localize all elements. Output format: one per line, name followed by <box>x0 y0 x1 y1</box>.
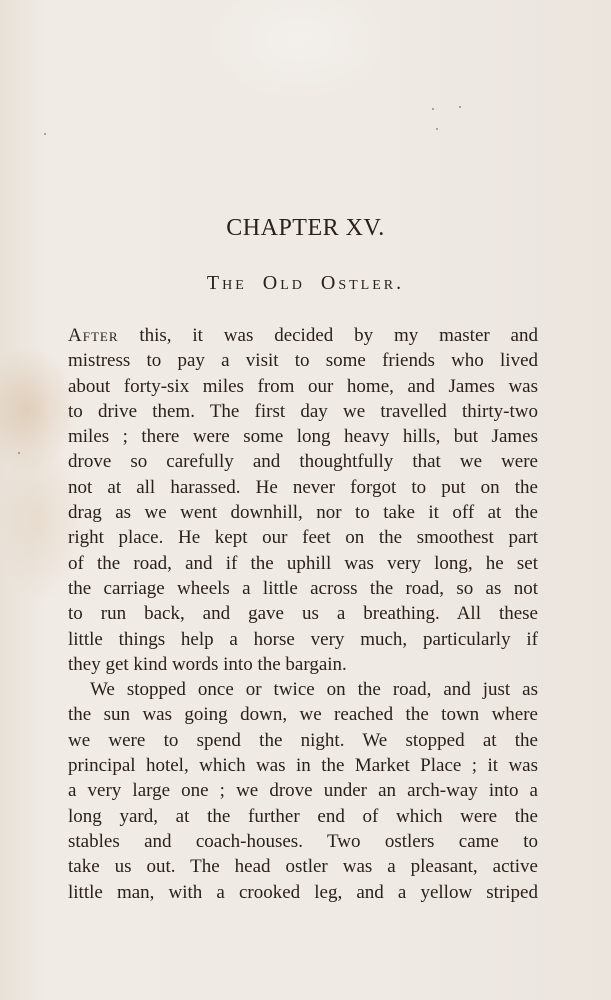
text-line <box>68 323 538 348</box>
text-line: they get kind words into the bargain. <box>68 653 347 675</box>
chapter-subtitle: The Old Ostler. <box>206 272 405 294</box>
text-line: to drive them. The first day we travelled thirty-two <box>68 400 538 422</box>
chapter-title: CHAPTER XV. <box>226 215 385 241</box>
text-line: take us out. The head ostler was a pleasant, active <box>68 856 538 878</box>
opening-word: After <box>68 325 119 346</box>
text-line: right place. He kept our feet on the smoothest part <box>68 527 538 549</box>
text-line: little man, with a crooked leg, and a yellow striped <box>68 881 538 903</box>
text-line: miles ; there were some long heavy hills, but James <box>68 426 538 448</box>
text-line: little things help a horse very much, particularly if <box>68 628 538 650</box>
paper-speck <box>459 106 461 108</box>
text-line: the sun was going down, we reached the town where <box>68 704 538 726</box>
paper-speck <box>436 128 438 130</box>
text-line: mistress to pay a visit to some friends who lived <box>68 350 538 372</box>
text-line: we were to spend the night. We stopped at the <box>68 729 538 751</box>
paper-speck <box>432 108 434 110</box>
text-line: We stopped once or twice on the road, and just as <box>90 679 538 701</box>
text-line: drag as we went downhill, nor to take it off at the <box>68 502 538 524</box>
paper-speck <box>18 452 20 454</box>
text-line: principal hotel, which was in the Market Place ; it was <box>68 755 538 777</box>
text-line: drove so carefully and thoughtfully that we were <box>68 451 538 473</box>
text-line: to run back, and gave us a breathing. All these <box>68 603 538 625</box>
paper-speck <box>44 133 46 135</box>
text-line: not at all harassed. He never forgot to put on the <box>68 476 538 498</box>
opening-line-text: this, it was decided by my master and <box>118 325 538 346</box>
text-line: a very large one ; we drove under an arch-way into a <box>68 780 538 802</box>
text-line: long yard, at the further end of which were the <box>68 805 538 827</box>
text-line: of the road, and if the uphill was very long, he set <box>68 552 538 574</box>
text-line: about forty-six miles from our home, and James was <box>68 375 538 397</box>
text-line: stables and coach-houses. Two ostlers came to <box>68 830 538 852</box>
chapter-body-text <box>68 323 538 905</box>
text-line: the carriage wheels a little across the road, so as not <box>68 577 538 599</box>
